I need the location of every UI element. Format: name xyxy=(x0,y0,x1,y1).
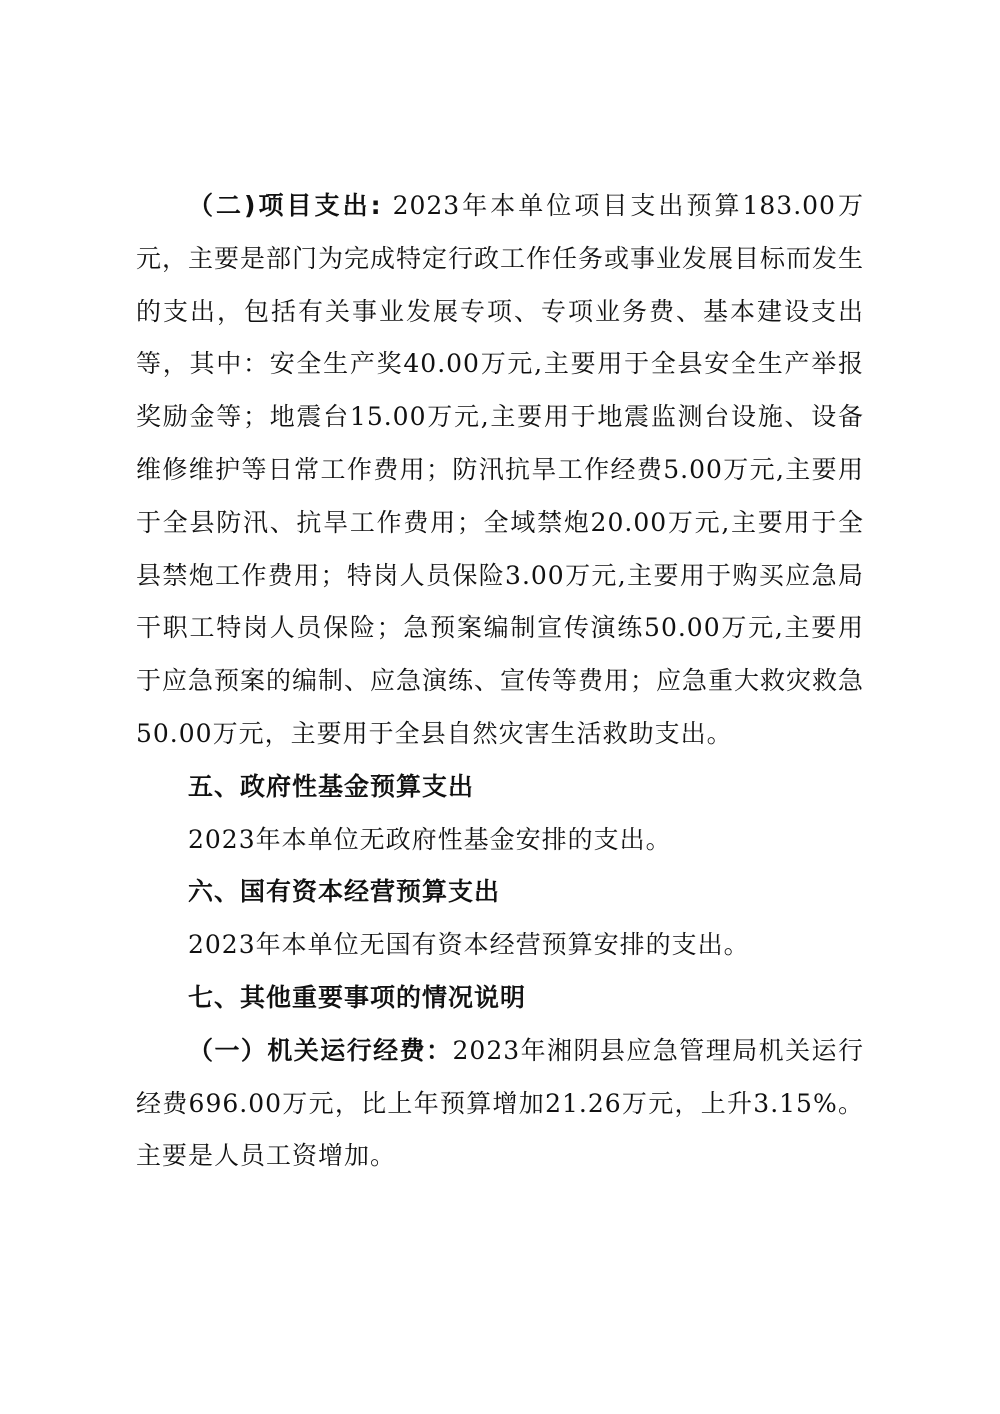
operating-expenses-lead: （一）机关运行经费： xyxy=(188,1035,453,1065)
operating-expenses-paragraph xyxy=(136,1025,864,1183)
state-capital-paragraph: 2023年本单位无国有资本经营预算安排的支出。 xyxy=(188,930,750,960)
project-expenditure-text: 2023年本单位项目支出预算183.00万元，主要是部门为完成特定行政工作任务或事业发展目标而发生的支出，包括有关事业发展专项、专项业务费、基本建设支出等，其中：安全生产奖40.00万元,主要用于全县安全生产举报奖励金等；地震台15.00万元,主要用于地震监测台设施、设备维修维护等日常工作费用；防汛抗旱工作经费5.00万元,主要用于全县防汛、抗旱工作费用；全域禁炮20.00万元,主要用于全县禁炮工作费用；特岗人员保险3.00万元,主要用于购买应急局干职工特岗人员保险；急预案编制宣传演练50.00万元,主要用于应急预案的编制、应急演练、宣传等费用；应急重大救灾救急50.00万元，主要用于全县自然灾害生活救助支出。 xyxy=(136,191,865,748)
section-heading-government-fund: 五、政府性基金预算支出 xyxy=(188,771,475,801)
project-expenditure-paragraph xyxy=(136,180,864,761)
document-body xyxy=(136,180,864,1183)
government-fund-paragraph: 2023年本单位无政府性基金安排的支出。 xyxy=(188,824,672,854)
section-heading-state-capital: 六、国有资本经营预算支出 xyxy=(188,877,501,907)
section-heading-other-matters: 七、其他重要事项的情况说明 xyxy=(188,982,527,1012)
operating-expenses-text: 2023年湘阴县应急管理局机关运行经费696.00万元，比上年预算增加21.26万元，上升3.15%。主要是人员工资增加。 xyxy=(136,1035,864,1171)
project-expenditure-lead: （二)项目支出: xyxy=(188,191,382,220)
